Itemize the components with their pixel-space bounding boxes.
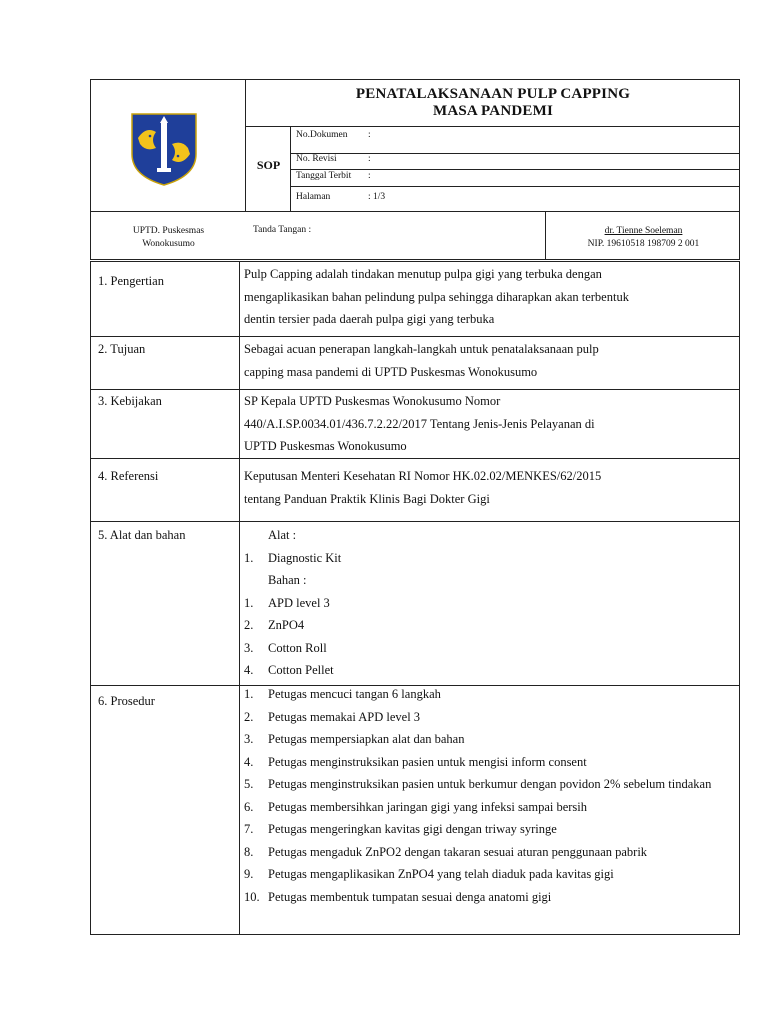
bahan-list (244, 592, 728, 682)
item-number: 9. (244, 867, 254, 881)
list-item (244, 796, 728, 819)
divider (245, 126, 739, 127)
meta-no-dokumen (296, 130, 371, 141)
signature-label: Tanda Tangan : (253, 225, 312, 235)
list-item (244, 659, 728, 682)
text-line: Sebagai acuan penerapan langkah-langkah untuk penatalaksanaan pulp (244, 342, 599, 356)
item-number: 6. (244, 799, 254, 814)
item-number: 3. (244, 640, 254, 655)
section-label-pengertian: 1. Pengertian (98, 274, 164, 288)
section-label-referensi: 4. Referensi (98, 469, 159, 483)
item-number: 8. (244, 844, 254, 859)
divider (290, 169, 739, 170)
section-label-prosedur: 6. Prosedur (98, 694, 155, 708)
list-item (244, 592, 728, 615)
text-line: dentin tersier pada daerah pulpa gigi yang terbuka (244, 312, 495, 326)
alat-heading: Alat : (268, 528, 297, 542)
item-text: APD level 3 (268, 595, 330, 610)
meta-label: Tanggal Terbit (296, 171, 352, 181)
list-item (244, 886, 728, 909)
text-line: SP Kepala UPTD Puskesmas Wonokusumo Nomor (244, 394, 501, 408)
item-number: 10. (244, 889, 260, 904)
item-number: 2. (244, 709, 254, 724)
sop-label: SOP (256, 158, 281, 172)
item-number: 7. (244, 822, 254, 836)
text-line: mengaplikasikan bahan pelindung pulpa sehingga diharapkan akan terbentuk (244, 289, 629, 304)
row-divider (91, 458, 739, 459)
list-item (244, 841, 728, 864)
item-text: Petugas memakai APD level 3 (268, 709, 421, 724)
item-text: Petugas membentuk tumpatan sesuai denga anatomi gigi (268, 889, 552, 904)
meta-value: : (368, 130, 371, 140)
section-content-tujuan (244, 338, 728, 383)
signer-nip: NIP. 19610518 198709 2 001 (587, 239, 700, 249)
item-number: 1. (244, 550, 254, 565)
document-header (90, 79, 740, 260)
surabaya-emblem-icon (128, 110, 200, 187)
item-text: Petugas mengaplikasikan ZnPO4 yang telah diaduk pada kavitas gigi (268, 867, 614, 881)
item-number: 4. (244, 754, 254, 769)
divider (290, 186, 739, 187)
section-content-prosedur (244, 683, 728, 908)
list-item (244, 751, 728, 774)
item-number: 3. (244, 732, 254, 746)
item-text: Petugas mengeringkan kavitas gigi dengan triway syringe (268, 822, 557, 836)
text-line: capping masa pandemi di UPTD Puskesmas Wonokusumo (244, 364, 538, 379)
list-item (244, 614, 728, 637)
item-text: Cotton Pellet (268, 663, 334, 677)
alat-list (244, 547, 728, 570)
meta-halaman (296, 192, 385, 203)
list-item (244, 706, 728, 729)
bahan-heading: Bahan : (268, 573, 307, 587)
row-divider (91, 521, 739, 522)
meta-tanggal-terbit (296, 171, 371, 182)
meta-value: : (368, 171, 371, 181)
title-line: MASA PANDEMI (432, 103, 554, 119)
item-number: 5. (244, 777, 254, 791)
section-content-alat-bahan (244, 524, 728, 682)
divider (91, 211, 739, 212)
item-text: Petugas mempersiapkan alat dan bahan (268, 732, 465, 746)
uptd-name (91, 225, 246, 251)
uptd-line: UPTD. Puskesmas (132, 226, 205, 236)
title-line: PENATALAKSANAAN PULP CAPPING (355, 86, 631, 102)
meta-label: No. Revisi (296, 154, 337, 164)
meta-no-revisi (296, 154, 371, 165)
signer-name: dr. Tienne Soeleman (604, 226, 683, 236)
list-item (244, 683, 728, 706)
meta-label: Halaman (296, 192, 331, 202)
signer-block (546, 225, 741, 251)
item-text: Petugas mencuci tangan 6 langkah (268, 687, 441, 701)
item-number: 4. (244, 663, 254, 677)
item-text: Petugas menginstruksikan pasien untuk berkumur dengan povidon 2% sebelum tindakan (268, 777, 712, 791)
item-number: 1. (244, 595, 254, 610)
list-item (244, 728, 728, 751)
list-item (244, 863, 728, 886)
list-item (244, 773, 728, 796)
meta-value: : (368, 154, 371, 164)
text-line: Pulp Capping adalah tindakan menutup pulpa gigi yang terbuka dengan (244, 267, 602, 281)
item-text: Petugas menginstruksikan pasien untuk mengisi inform consent (268, 754, 587, 769)
section-content-kebijakan (244, 390, 728, 458)
meta-label: No.Dokumen (296, 130, 348, 140)
text-line: 440/A.I.SP.0034.01/436.7.2.22/2017 Tentang Jenis-Jenis Pelayanan di (244, 416, 595, 431)
prosedur-list (244, 683, 728, 908)
item-text: Petugas membersihkan jaringan gigi yang infeksi sampai bersih (268, 799, 588, 814)
section-content-referensi (244, 465, 728, 510)
list-item (244, 818, 728, 841)
sop-table (90, 261, 740, 935)
item-text: Petugas mengaduk ZnPO2 dengan takaran sesuai aturan penggunaan pabrik (268, 844, 648, 859)
column-divider (239, 262, 240, 934)
text-line: Keputusan Menteri Kesehatan RI Nomor HK.02.02/MENKES/62/2015 (244, 469, 602, 483)
document-title (246, 86, 740, 120)
section-label-alat-bahan: 5. Alat dan bahan (98, 528, 186, 542)
section-label-kebijakan: 3. Kebijakan (98, 394, 162, 408)
item-text: Diagnostic Kit (268, 550, 342, 565)
text-line: UPTD Puskesmas Wonokusumo (244, 439, 407, 453)
item-text: Cotton Roll (268, 640, 327, 655)
section-label-tujuan: 2. Tujuan (98, 342, 146, 356)
uptd-line: Wonokusumo (142, 239, 195, 249)
meta-value: : 1/3 (368, 192, 386, 202)
list-item (244, 547, 728, 570)
row-divider (91, 336, 739, 337)
item-number: 2. (244, 618, 254, 632)
text-line: tentang Panduan Praktik Klinis Bagi Dokter Gigi (244, 491, 490, 506)
item-text: ZnPO4 (268, 618, 305, 632)
section-content-pengertian (244, 263, 728, 331)
list-item (244, 637, 728, 660)
item-number: 1. (244, 687, 254, 701)
